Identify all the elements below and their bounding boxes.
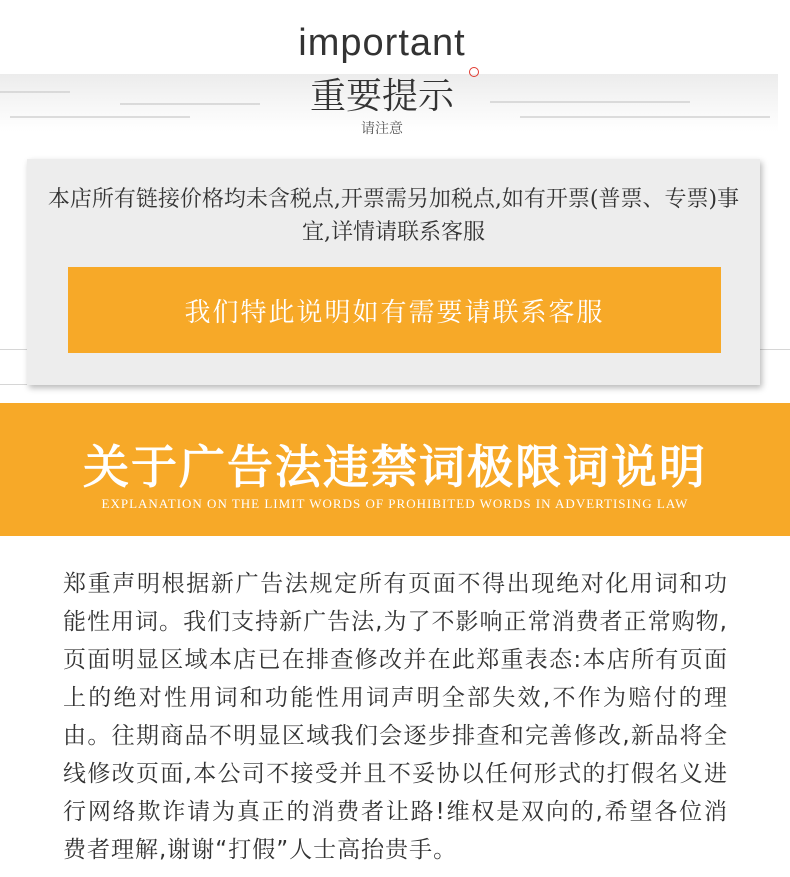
divider-line [0, 384, 30, 385]
header-subtitle: 请注意 [361, 121, 403, 137]
statement-paragraph: 郑重声明根据新广告法规定所有页面不得出现绝对化用词和功能性用词。我们支持新广告法,为了不影响正常消费者正常购物,页面明显区域本店已在排查修改并在此郑重表态:本店所有页面上的绝对性用词和功能性用词声明全部失效,不作为赔付的理由。往期商品不明显区域我们会逐步排查和完善修改,新品将全线修改页面,本公司不接受并且不妥协以任何形式的打假名义进行网络欺诈请为真正的消费者让路!维权是双向的,希望各位消费者理解,谢谢“打假”人士高抬贵手。 [63, 571, 728, 863]
contact-service-button[interactable]: 我们特此说明如有需要请联系客服 [68, 267, 721, 353]
notice-card [27, 159, 760, 385]
header-title-cn: 重要提示 [309, 76, 454, 117]
notice-text: 本店所有链接价格均未含税点,开票需另加税点,如有开票(普票、专票)事宜,详情请联系客服 [47, 187, 740, 245]
red-circle-icon [469, 67, 479, 77]
banner-title: 关于广告法违禁词极限词说明 [83, 440, 707, 494]
header-title-en: important [298, 22, 466, 64]
section-banner [0, 403, 790, 536]
banner-subtitle: EXPLANATION ON THE LIMIT WORDS OF PROHIBITED WORDS IN ADVERTISING LAW [101, 496, 689, 511]
